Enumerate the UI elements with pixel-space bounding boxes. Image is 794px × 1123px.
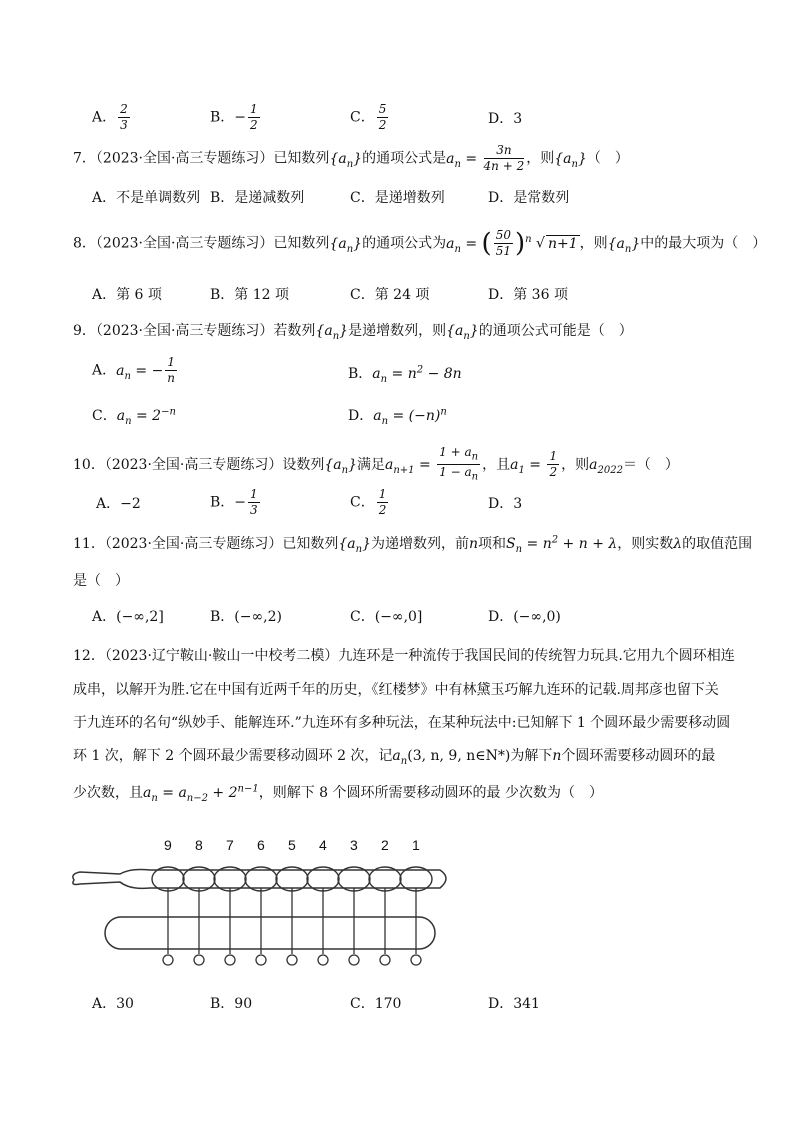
- fraction: $\frac{5}{2}$: [378, 102, 387, 132]
- q11-option-c[interactable]: C．(−∞,0]: [350, 609, 423, 625]
- q8-option-b[interactable]: B．第 12 项: [210, 287, 290, 303]
- rod-knob: [349, 955, 359, 965]
- q8-option-d[interactable]: D．第 36 项: [488, 287, 568, 303]
- q10-option-c[interactable]: C． $\frac{1}{2}$: [350, 487, 387, 517]
- q7-stem: 7．（2023·全国·高三专题练习）已知数列$\{a_n\}$的通项公式是$a_n$ = $\frac{3n}{4n + 2}$ ，则$\{a_n\}$（ ）: [73, 143, 629, 173]
- rod-knob: [318, 955, 328, 965]
- fraction: $\frac{1}{n}$: [167, 355, 175, 385]
- ring-number-label: 9: [164, 837, 172, 853]
- q12-line-2: 成串，以解开为胜.它在中国有近两千年的历史，《红楼梦》中有林黛玉巧解九连环的记载.周邦彦也留下关: [73, 682, 719, 698]
- q12-option-c[interactable]: C．170: [350, 996, 402, 1012]
- ring-number-label: 3: [350, 837, 358, 853]
- q8-option-c[interactable]: C．第 24 项: [350, 287, 430, 303]
- q12-line-4: 环 1 次，解下 2 个圆环最少需要移动圆环 2 次，记$a_n(3$, n, 9, n∈N*)为解下n个圆环需要移动圆环的最: [73, 748, 716, 767]
- ring-number-label: 6: [257, 837, 265, 853]
- q11-option-d[interactable]: D．(−∞,0): [488, 609, 561, 625]
- q6-option-c[interactable]: C． $\frac{5}{2}$: [350, 102, 387, 132]
- q7-option-d[interactable]: D．是常数列: [488, 190, 570, 206]
- ring-number-label: 5: [288, 837, 296, 853]
- q7-option-c[interactable]: C．是递增数列: [350, 190, 445, 206]
- q7-option-a[interactable]: A．不是单调数列: [92, 190, 201, 206]
- q11-option-b[interactable]: B．(−∞,2): [210, 609, 282, 625]
- q6-option-b[interactable]: B．− $\frac{1}{2}$: [210, 102, 258, 132]
- q9-option-d[interactable]: D．$a_n = (-n)^n$: [348, 406, 447, 427]
- q7-option-b[interactable]: B．是递减数列: [210, 190, 305, 206]
- rod-knob: [194, 955, 204, 965]
- rod-knob: [380, 955, 390, 965]
- ring-number-label: 7: [226, 837, 234, 853]
- rod-knob: [287, 955, 297, 965]
- q11-stem: 11．（2023·全国·高三专题练习）已知数列$\{a_n\}$为递增数列，前n项和$S_n = n^2 + n + \lambda$，则实数λ的取值范围: [73, 534, 753, 555]
- rod-knob: [225, 955, 235, 965]
- ring-number-label: 1: [412, 837, 420, 853]
- sqrt: n+1: [547, 235, 578, 252]
- rod-knob: [163, 955, 173, 965]
- fraction: $\frac{1}{3}$: [250, 487, 258, 517]
- q12-option-d[interactable]: D．341: [488, 996, 540, 1012]
- q12-option-b[interactable]: B．90: [210, 996, 253, 1012]
- seq-notation: $\{a_n\}$: [329, 150, 363, 170]
- ring-number-label: 8: [195, 837, 203, 853]
- q9-stem: 9．（2023·全国·高三专题练习）若数列$\{a_n\}$是递增数列，则$\{a_n\}$的通项公式可能是（ ）: [73, 323, 633, 342]
- q11-option-a[interactable]: A．(−∞,2]: [92, 609, 164, 625]
- nine-rings-illustration: [60, 832, 460, 982]
- fraction: $\frac{3n}{4n + 2}$: [483, 143, 525, 173]
- q6-option-a[interactable]: A． $\frac{2}{3}$: [92, 102, 128, 132]
- q10-option-a[interactable]: A．−2: [96, 496, 141, 512]
- q12-line-1: 12．（2023·辽宁鞍山·鞍山一中校考二模）九连环是一种流传于我国民间的传统智力玩具.它用九个圆环相连: [73, 648, 735, 664]
- fraction: $\frac{50}{51}$: [495, 228, 511, 258]
- q10-stem: 10．（2023·全国·高三专题练习）设数列$\{a_n\}$满足$a_{n+1}$ = $\frac{1 + a_n}{1 - a_n}$ ，且$a_1$ = $\frac{1}{2}$ ，则$a_{2022}=$（ ）: [73, 445, 679, 483]
- fraction: $\frac{1}{2}$: [378, 487, 387, 517]
- q12-line-3: 于九连环的名句“纵妙手、能解连环.”九连环有多种玩法，在某种玩法中:已知解下 1 个圆环最少需要移动圆: [73, 715, 731, 731]
- fraction: $\frac{1}{2}$: [250, 102, 258, 132]
- fraction: $\frac{1 + a_n}{1 - a_n}$: [439, 445, 479, 483]
- ring-number-label: 2: [381, 837, 389, 853]
- q10-option-d[interactable]: D．3: [488, 496, 523, 512]
- q6-option-d[interactable]: D．3: [488, 111, 523, 127]
- nine-linked-rings-figure: [60, 832, 460, 982]
- q9-option-b[interactable]: B．$a_n = n^2 - 8n$: [348, 364, 462, 385]
- rod-knob: [411, 955, 421, 965]
- q12-line-5: 少次数，且$a_n = a_{n-2} + 2^{n-1}$，则解下 8 个圆环所需要移动圆环的最 少次数为（ ）: [73, 783, 603, 804]
- fraction: $\frac{1}{2}$: [549, 449, 558, 480]
- rod-knob: [256, 955, 266, 965]
- q9-option-a[interactable]: A．$a_n$ = − $\frac{1}{n}$: [92, 355, 175, 385]
- q8-option-a[interactable]: A．第 6 项: [92, 287, 162, 303]
- q8-stem: 8．（2023·全国·高三专题练习）已知数列$\{a_n\}$的通项公式为$a_n$ = ( $\frac{50}{51}$ )$^n$ √ n+1 ，则$\{a_n\}$中的最大项为（ ）: [73, 228, 767, 259]
- ring-number-label: 4: [319, 837, 327, 853]
- q9-option-c[interactable]: C．$a_n = 2^{-n}$: [92, 406, 176, 427]
- q11-stem-line2: 是（ ）: [73, 573, 129, 589]
- q12-option-a[interactable]: A．30: [92, 996, 134, 1012]
- fraction: $\frac{2}{3}$: [120, 102, 128, 132]
- q10-option-b[interactable]: B．− $\frac{1}{3}$: [210, 487, 258, 517]
